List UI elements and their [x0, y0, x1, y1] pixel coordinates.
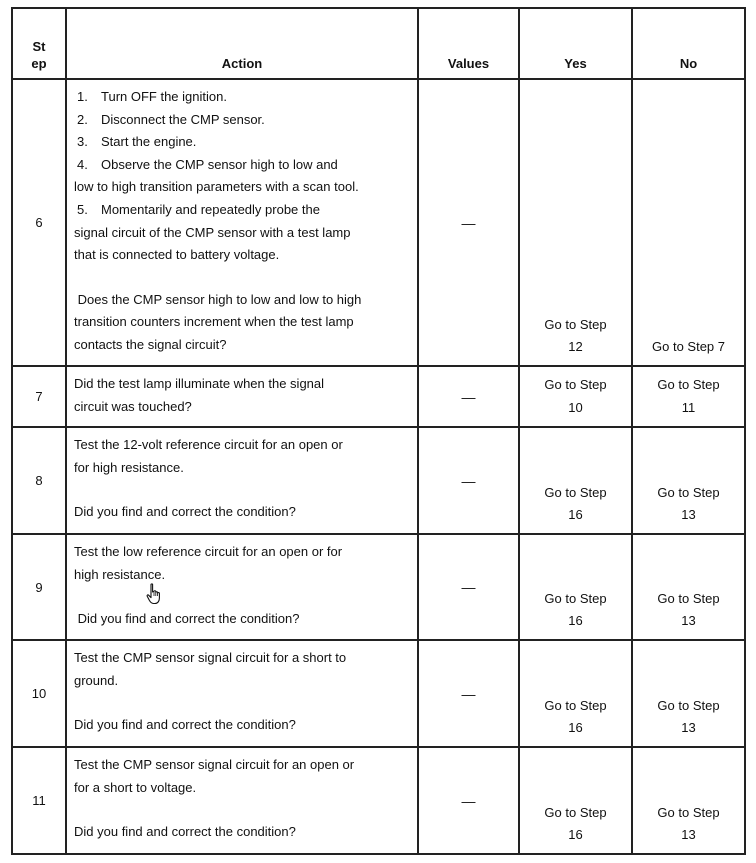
values-cell: — — [418, 366, 519, 427]
yes-goto: Go to Step 10 — [519, 366, 632, 427]
yes-goto: Go to Step 16 — [519, 427, 632, 534]
no-goto: Go to Step 13 — [632, 640, 745, 747]
diagnostic-table — [11, 7, 746, 855]
action-text: Test the CMP sensor signal circuit for a short to ground. Did you find and correct the condition? — [66, 640, 418, 747]
values-cell: — — [418, 427, 519, 534]
table-row — [12, 640, 745, 747]
step-number: 6 — [12, 79, 66, 366]
values-cell: — — [418, 747, 519, 854]
step-number: 9 — [12, 534, 66, 640]
table-row — [12, 534, 745, 640]
no-goto: Go to Step 13 — [632, 747, 745, 854]
values-cell: — — [418, 640, 519, 747]
table-row — [12, 427, 745, 534]
no-goto: Go to Step 13 — [632, 427, 745, 534]
yes-goto: Go to Step 16 — [519, 534, 632, 640]
header-step: St ep — [12, 8, 66, 79]
action-text: Test the low reference circuit for an open or for high resistance. Did you find and correct the condition? — [66, 534, 418, 640]
action-text: Test the 12-volt reference circuit for an open or for high resistance. Did you find and correct the condition? — [66, 427, 418, 534]
yes-goto: Go to Step 12 — [519, 79, 632, 366]
action-text: 1. Turn OFF the ignition. 2. Disconnect the CMP sensor. 3. Start the engine. 4. Observe the CMP sensor high to low and low to high transition parameters with a scan tool. 5. Momentarily and repeatedly probe the signal circuit of the CMP sensor with a test lamp that is connected to battery voltage. Does the CMP sensor high to low and low to high transition counters increment when the test lamp contacts the signal circuit? — [66, 79, 418, 366]
values-cell: — — [418, 534, 519, 640]
step-number: 8 — [12, 427, 66, 534]
header-action: Action — [66, 8, 418, 79]
header-no: No — [632, 8, 745, 79]
header-values: Values — [418, 8, 519, 79]
values-cell: — — [418, 79, 519, 366]
step-number: 7 — [12, 366, 66, 427]
step-number: 10 — [12, 640, 66, 747]
hand-pointer-icon — [145, 583, 165, 605]
step-number: 11 — [12, 747, 66, 854]
yes-goto: Go to Step 16 — [519, 747, 632, 854]
table-row — [12, 747, 745, 854]
table-row — [12, 79, 745, 366]
action-text: Did the test lamp illuminate when the signal circuit was touched? — [66, 366, 418, 427]
no-goto: Go to Step 7 — [632, 79, 745, 366]
action-text: Test the CMP sensor signal circuit for an open or for a short to voltage. Did you find and correct the condition? — [66, 747, 418, 854]
header-row — [12, 8, 745, 79]
table-row — [12, 366, 745, 427]
no-goto: Go to Step 13 — [632, 534, 745, 640]
no-goto: Go to Step 11 — [632, 366, 745, 427]
header-yes: Yes — [519, 8, 632, 79]
yes-goto: Go to Step 16 — [519, 640, 632, 747]
